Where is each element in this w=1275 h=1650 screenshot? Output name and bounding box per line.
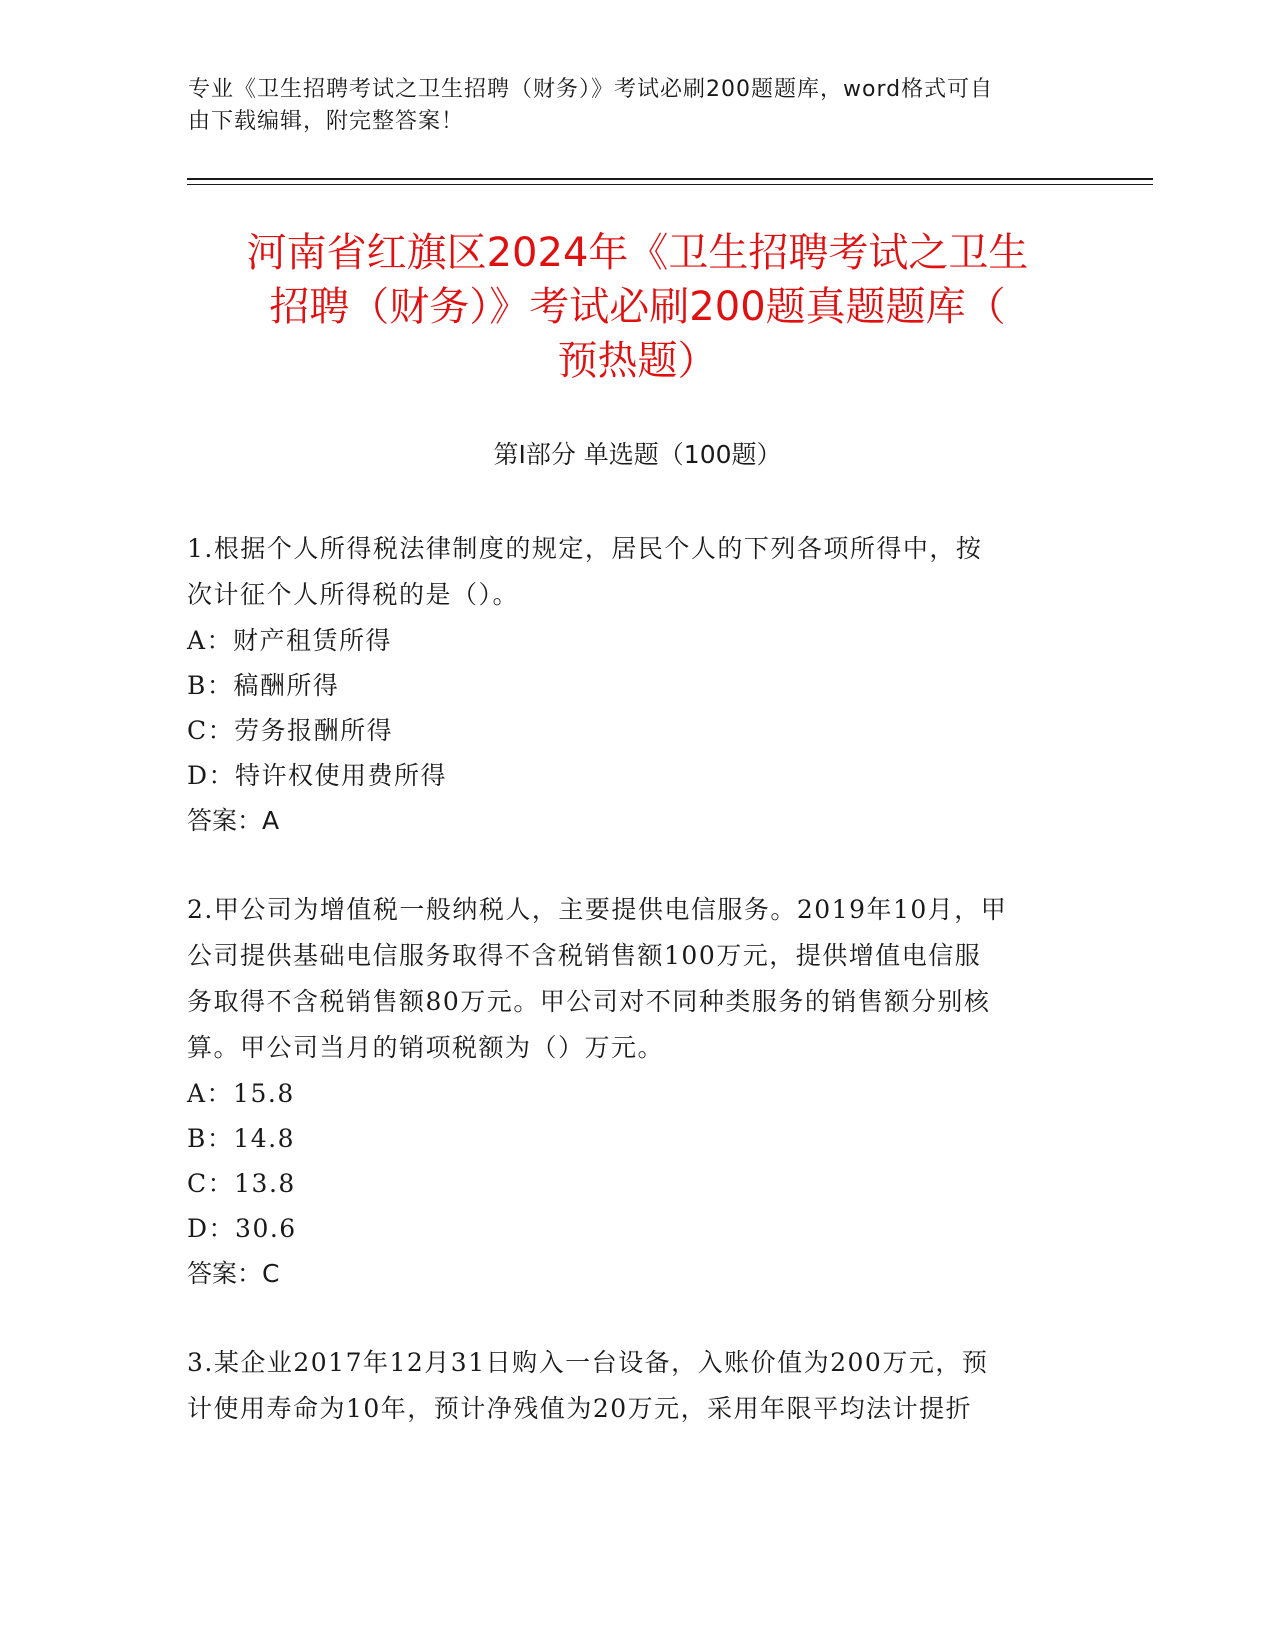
question-stem-line: 2.甲公司为增值税一般纳税人，主要提供电信服务。2019年10月，甲 [187,895,1008,924]
option-a: A：15.8 [187,1079,295,1108]
header-note-line-1: 专业《卫生招聘考试之卫生招聘（财务）》考试必刷200题题库，word格式可自 [188,77,994,102]
question-stem-line: 公司提供基础电信服务取得不含税销售额100万元，提供增值电信服 [187,941,982,970]
question-stem-line: 3.某企业2017年12月31日购入一台设备，入账价值为200万元，预 [187,1348,989,1377]
option-c: C：劳务报酬所得 [187,716,394,745]
header-divider-thin [187,184,1153,185]
question-1 [187,526,1077,844]
answer-key: 答案：C [187,1259,280,1288]
header-note-line-2: 由下载编辑，附完整答案！ [188,109,465,134]
question-stem-line: 计使用寿命为10年，预计净残值为20万元，采用年限平均法计提折 [187,1394,973,1423]
question-stem-line: 务取得不含税销售额80万元。甲公司对不同种类服务的销售额分别核 [187,987,991,1016]
option-c: C：13.8 [187,1169,296,1198]
question-2 [187,887,1077,1297]
document-header-note [188,74,1078,138]
option-b: B：14.8 [187,1124,296,1153]
title-line-2: 招聘（财务）》考试必刷200题真题题库（ [269,284,1006,330]
question-stem [187,526,1077,618]
question-list [187,526,1077,1475]
question-stem [187,1340,1077,1432]
header-divider-thick [187,178,1153,180]
question-stem-line: 次计征个人所得税的是（）。 [187,580,520,609]
option-b: B：稿酬所得 [187,671,340,700]
answer-key: 答案：A [187,806,280,835]
option-a: A：财产租赁所得 [187,626,393,655]
question-stem [187,887,1077,1071]
question-stem-line: 算。甲公司当月的销项税额为（）万元。 [187,1033,665,1062]
document-title [150,226,1125,388]
title-line-3: 预热题） [557,338,718,384]
question-3 [187,1340,1077,1432]
option-d: D：特许权使用费所得 [187,761,448,790]
question-stem-line: 1.根据个人所得税法律制度的规定，居民个人的下列各项所得中，按 [187,534,983,563]
title-line-1: 河南省红旗区2024年《卫生招聘考试之卫生 [246,230,1029,276]
section-heading: 第Ⅰ部分 单选题（100题） [493,440,782,469]
option-d: D：30.6 [187,1214,297,1243]
